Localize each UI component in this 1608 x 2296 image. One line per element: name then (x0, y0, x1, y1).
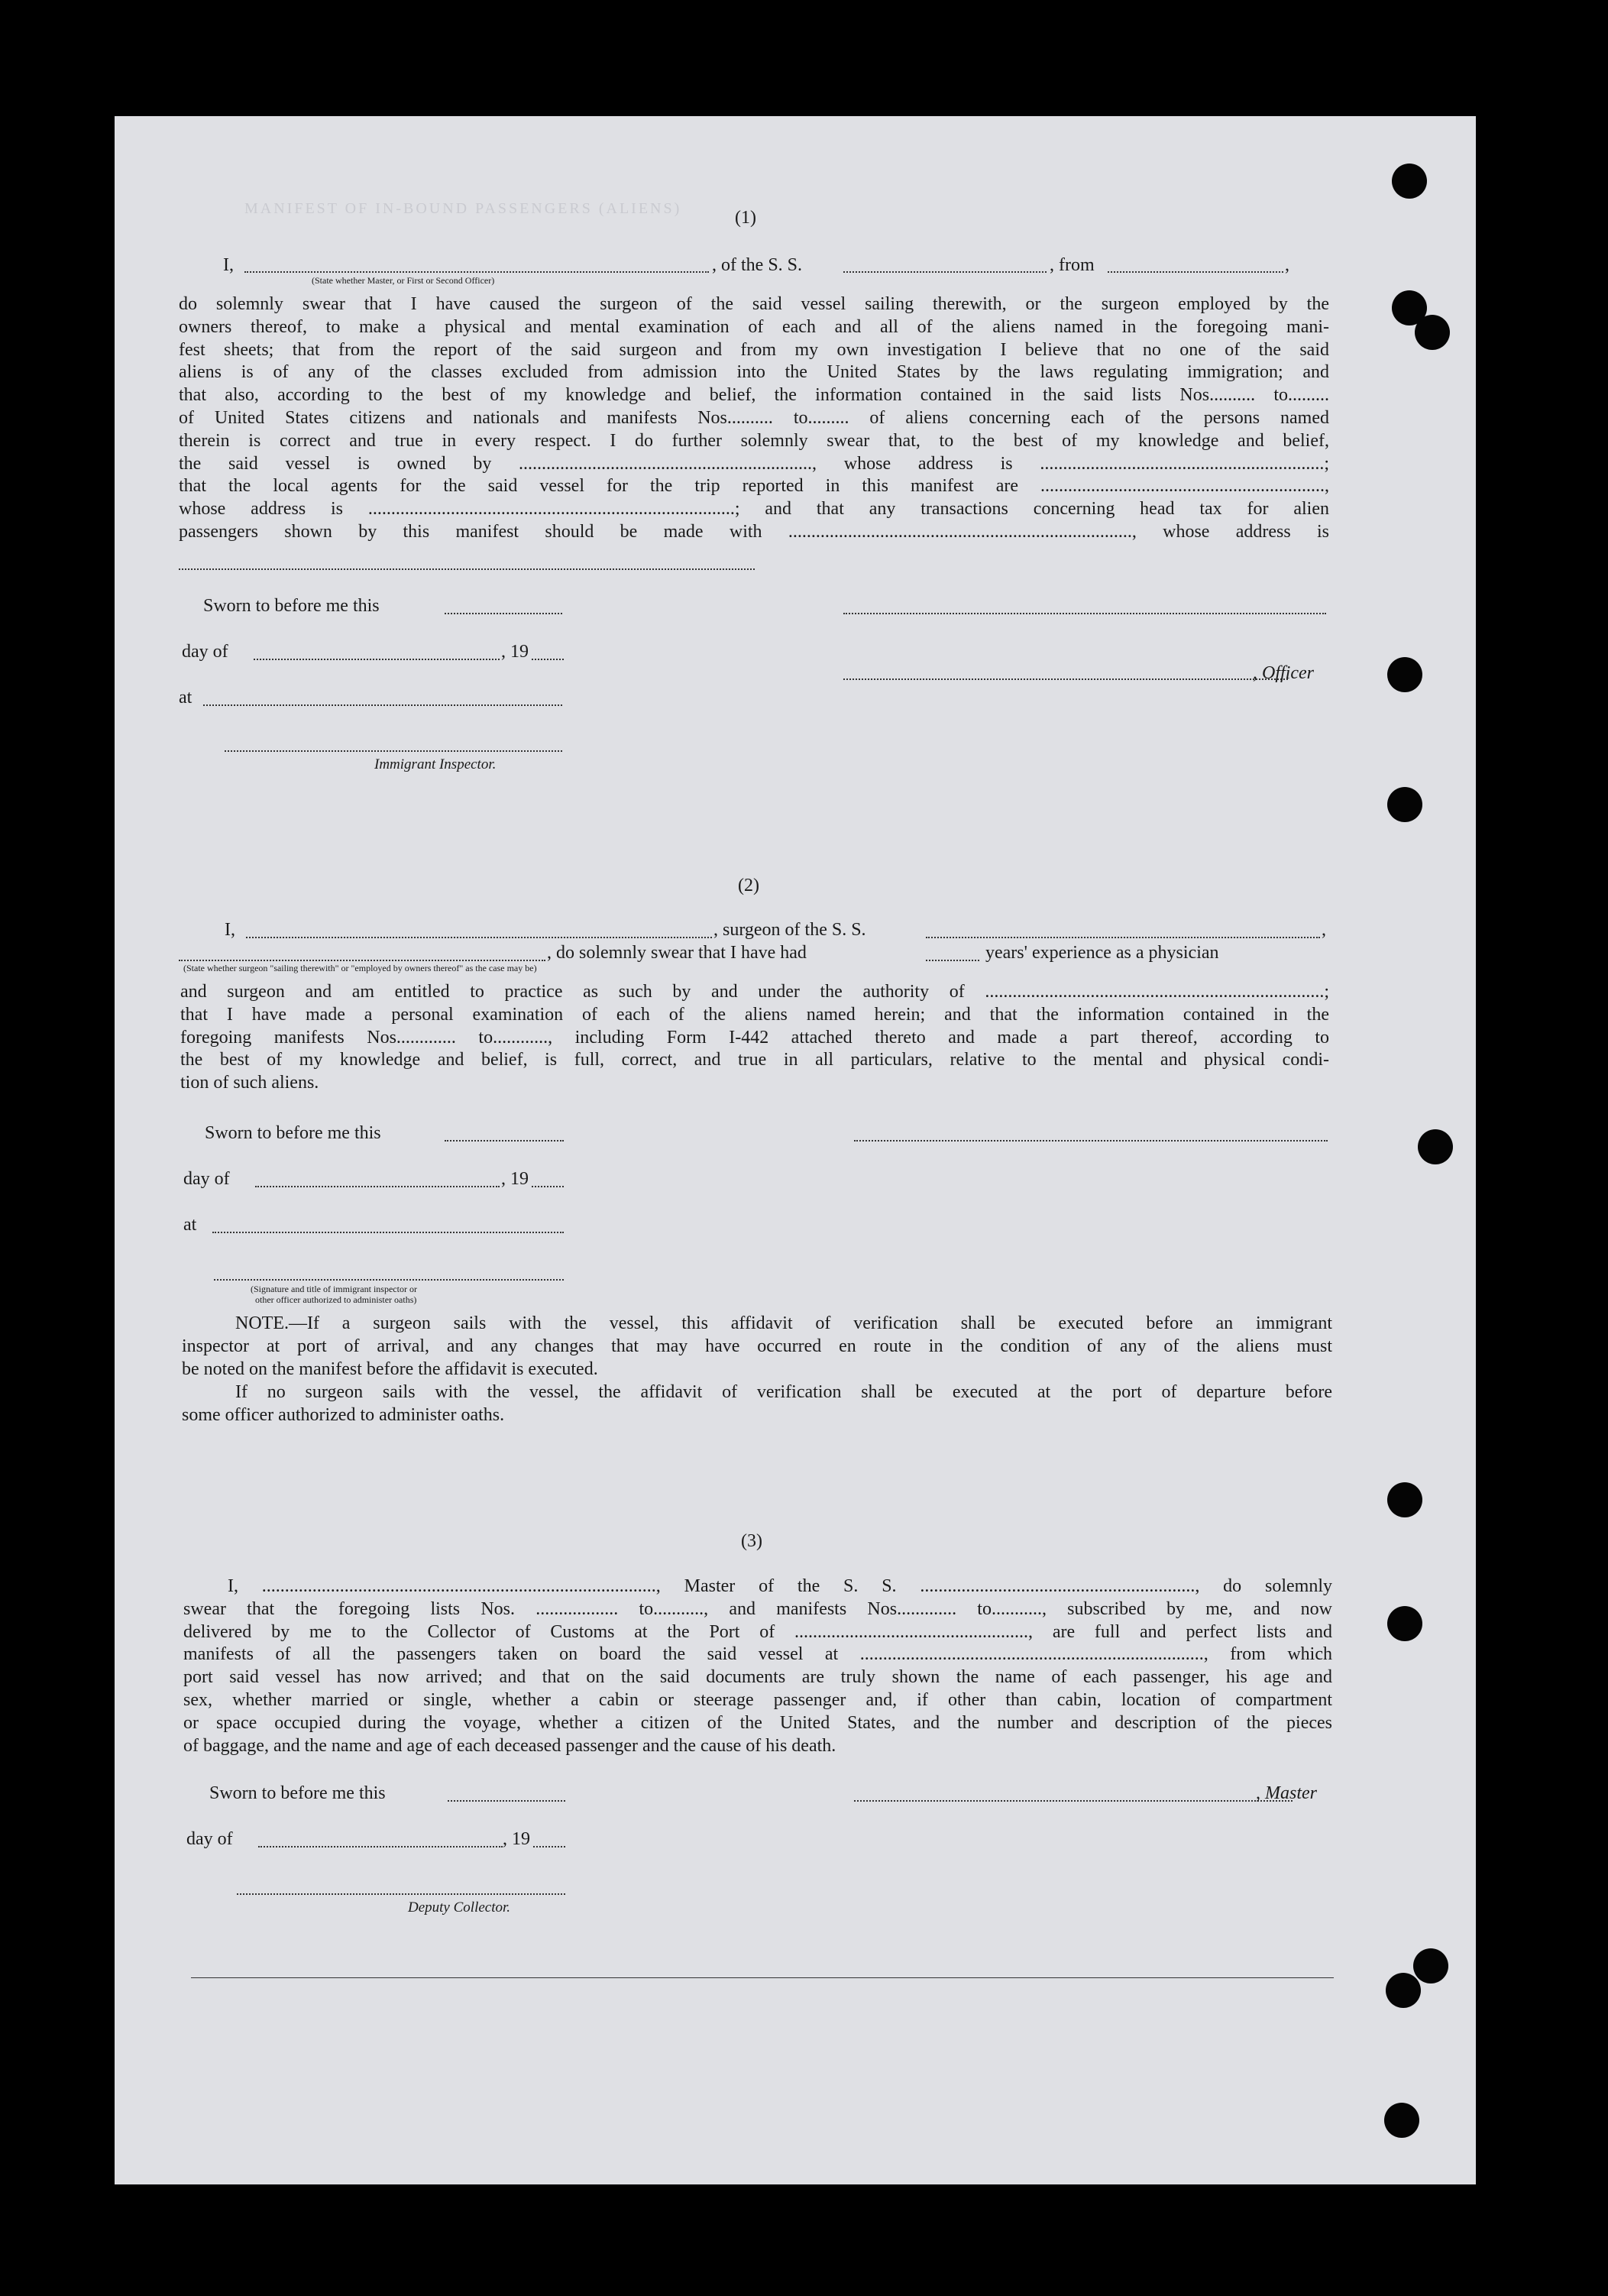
paragraph-line: foregoing manifests Nos............. to............, including Form I-442 attached thereto and made a part thereof, according to (180, 1027, 1329, 1048)
note-paragraph (182, 1313, 1332, 1381)
binder-hole (1386, 1973, 1421, 2008)
surgeon-vessel-field[interactable] (926, 937, 1320, 938)
paragraph-line: that also, according to the best of my knowledge and belief, the information contained in the said lists Nos.......... to......... (179, 385, 1329, 406)
binder-hole (1418, 1129, 1453, 1164)
officer-label: , Officer (1253, 663, 1314, 683)
immigrant-inspector-label: Immigrant Inspector. (374, 756, 497, 772)
section-1-i: I, (223, 255, 234, 275)
year-label: , 19 (501, 642, 529, 662)
section-3-paragraph (183, 1575, 1332, 1757)
bleed-through-text: MANIFEST OF IN-BOUND PASSENGERS (ALIENS) (244, 200, 682, 217)
years-label: years' experience as a physician (985, 943, 1219, 963)
paragraph-line: owners thereof, to make a physical and mental examination of each and all of the aliens named in the foregoing mani- (179, 316, 1329, 337)
collector-signature-field[interactable] (237, 1893, 565, 1895)
paragraph-line: that the local agents for the said vessel for the trip reported in this manifest are .............................................................., (179, 476, 1329, 497)
day-of-field[interactable] (254, 659, 500, 660)
note-line: If no surgeon sails with the vessel, the affidavit of verification shall be executed at the port of departure before (235, 1382, 1332, 1402)
at-label: at (183, 1215, 197, 1235)
section-1-number: (1) (735, 208, 756, 228)
from-port-field[interactable] (1108, 271, 1283, 273)
surgeon-note: (State whether surgeon "sailing therewith" or "employed by owners thereof" as the case may be) (183, 963, 537, 973)
officer-title-field[interactable] (843, 678, 1288, 680)
section-1-paragraph (179, 293, 1329, 544)
paragraph-line: do solemnly swear that I have caused the surgeon of the said vessel sailing therewith, or the surgeon employed by the (179, 294, 1329, 314)
note-line: some officer authorized to administer oaths. (182, 1404, 505, 1425)
master-label: , Master (1256, 1783, 1317, 1803)
year-field[interactable] (532, 1186, 564, 1187)
deputy-collector-label: Deputy Collector. (408, 1899, 511, 1915)
master-signature-field[interactable] (854, 1800, 1293, 1802)
paragraph-line: the best of my knowledge and belief, is full, correct, and true in all particulars, relative to the mental and physical condi- (180, 1050, 1329, 1070)
binder-hole (1387, 1606, 1422, 1641)
binder-hole (1387, 1482, 1422, 1517)
at-place-field[interactable] (212, 1232, 564, 1233)
note-2-paragraph (182, 1381, 1332, 1427)
year-field[interactable] (532, 659, 564, 660)
section-2-number: (2) (738, 876, 759, 895)
paragraph-line: of baggage, and the name and age of each deceased passenger and the cause of his death. (183, 1735, 836, 1756)
officer-signature-field[interactable] (843, 613, 1326, 614)
inspector-signature-field[interactable] (225, 750, 562, 752)
note-line: NOTE.—If a surgeon sails with the vessel, this affidavit of verification shall be executed before an immigrant (235, 1313, 1332, 1333)
paragraph-line: delivered by me to the Collector of Customs at the Port of ..................................................., are full and perfect lists and (183, 1621, 1332, 1642)
paragraph-line: tion of such aliens. (180, 1073, 319, 1093)
paragraph-line: of United States citizens and nationals and manifests Nos.......... to......... of aliens concerning each of the persons named (179, 407, 1329, 428)
year-label: , 19 (501, 1169, 529, 1189)
years-field[interactable] (926, 960, 979, 961)
year-label: , 19 (503, 1829, 530, 1849)
day-of-label: day of (183, 1169, 230, 1189)
sworn-date-field[interactable] (445, 613, 562, 614)
paragraph-line: sex, whether married or single, whether a cabin or steerage passenger and, if other than cabin, location of compartment (183, 1689, 1332, 1710)
signature-note-line-2: other officer authorized to administer oaths) (255, 1294, 417, 1305)
paragraph-line: port said vessel has now arrived; and that on the said documents are truly shown the name of each passenger, his age and (183, 1667, 1332, 1688)
binder-hole (1387, 787, 1422, 822)
binder-hole (1413, 1948, 1448, 1983)
sworn-date-field[interactable] (448, 1800, 565, 1802)
year-field[interactable] (533, 1846, 565, 1847)
from-label: , from (1050, 255, 1095, 275)
signature-note-line-1: (Signature and title of immigrant inspector or (251, 1284, 417, 1294)
binder-hole (1392, 164, 1427, 199)
at-place-field[interactable] (203, 704, 562, 706)
binder-hole (1387, 657, 1422, 692)
sworn-label: Sworn to before me this (203, 596, 380, 616)
sworn-label: Sworn to before me this (209, 1783, 386, 1803)
of-the-ss-label: , of the S. S. (712, 255, 803, 275)
section-2-paragraph (180, 981, 1329, 1095)
section-3-number: (3) (741, 1531, 762, 1551)
inspector-signature-field[interactable] (214, 1279, 564, 1281)
paragraph-line: the said vessel is owned by ................................................................, whose address is ..............................................................; (179, 453, 1329, 474)
surgeon-name-field[interactable] (246, 937, 712, 938)
paragraph-line: I, ......................................................................................, Master of the S. S. ............................................................, do solemnly (228, 1576, 1332, 1596)
surgeon-of-label: , surgeon of the S. S. (713, 920, 866, 940)
paragraph-line: whose address is ................................................................................; and that any transactions concerning head tax for alien (179, 499, 1329, 520)
surgeon-signature-field[interactable] (854, 1140, 1328, 1142)
form-page (115, 116, 1476, 2184)
sworn-date-field[interactable] (445, 1140, 564, 1142)
day-of-label: day of (186, 1829, 233, 1849)
at-label: at (179, 688, 193, 708)
section-2-i: I, (225, 920, 235, 940)
paragraph-line: manifests of all the passengers taken on board the said vessel at ..........................................................................., from which (183, 1644, 1332, 1665)
note-line: inspector at port of arrival, and any changes that may have occurred en route in the condition of any of the aliens must (182, 1336, 1332, 1356)
officer-name-field[interactable] (244, 271, 709, 273)
note-line: be noted on the manifest before the affidavit is executed. (182, 1358, 598, 1379)
sworn-label: Sworn to before me this (205, 1123, 381, 1143)
vessel-name-field[interactable] (843, 271, 1047, 273)
paragraph-line: or space occupied during the voyage, whether a citizen of the United States, and the number and description of the pieces (183, 1712, 1332, 1733)
bottom-divider (191, 1977, 1334, 1978)
officer-note: (State whether Master, or First or Second Officer) (312, 275, 495, 286)
day-of-label: day of (182, 642, 228, 662)
paragraph-line: and surgeon and am entitled to practice as such by and under the authority of ..........................................................................; (180, 982, 1329, 1002)
day-of-field[interactable] (255, 1186, 500, 1187)
day-of-field[interactable] (258, 1846, 503, 1847)
paragraph-line: therein is correct and true in every respect. I do further solemnly swear that, to the best of my knowledge and belief, (179, 430, 1329, 451)
paragraph-line: fest sheets; that from the report of the said surgeon and from my own investigation I believe that no one of the said (179, 339, 1329, 360)
paragraph-line: that I have made a personal examination of each of the aliens named herein; and that the information contained in the (180, 1004, 1329, 1025)
address-continuation-field[interactable] (179, 568, 755, 570)
trailing-comma: , (1322, 920, 1326, 940)
surgeon-status-field[interactable] (179, 960, 545, 961)
binder-hole (1384, 2103, 1419, 2138)
paragraph-line: aliens is of any of the classes excluded from admission into the United States by the laws regulating immigration; and (179, 362, 1329, 383)
binder-hole (1415, 315, 1450, 350)
paragraph-line: swear that the foregoing lists Nos. .................. to..........., and manifests Nos............. to..........., subscribed by me, and now (183, 1598, 1332, 1619)
swear-label: , do solemnly swear that I have had (547, 943, 807, 963)
paragraph-line: passengers shown by this manifest should be made with ..........................................................................., whose address is (179, 521, 1329, 542)
trailing-comma: , (1285, 255, 1289, 275)
